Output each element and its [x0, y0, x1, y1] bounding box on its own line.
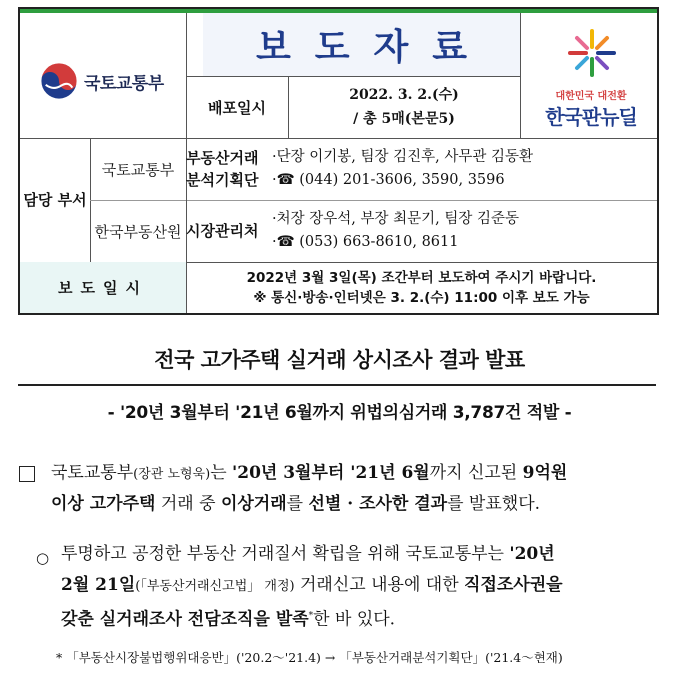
- release-label: 보도일시: [20, 262, 186, 313]
- text-run: 국토교통부: [51, 463, 134, 483]
- text-run: 이상거래: [220, 494, 287, 514]
- text-run: 9억원: [522, 463, 568, 483]
- release-line: 2022년 3월 3일(목) 조간부터 보도하여 주시기 바랍니다.: [246, 269, 597, 286]
- contact-phone: ·☎ (044) 201-3606, 3590, 3596: [272, 172, 505, 188]
- contact-people: ·처장 장우석, 부장 최문기, 팀장 김준동: [272, 211, 519, 227]
- new-deal-name: 한국판뉴딜: [545, 105, 637, 129]
- ministry-name: 국토교통부: [84, 74, 164, 94]
- text-run: 직접조사권을: [464, 575, 563, 595]
- team-name-line: 부동산거래: [186, 149, 259, 167]
- text-run: 갖춘 실거래조사 전담조직을 발족: [61, 609, 309, 630]
- text-run: (「부동산거래신고법」 개정): [135, 579, 295, 594]
- distribution-pages: / 총 5매(본문5): [353, 111, 455, 127]
- paragraph-1-line-2: [51, 489, 540, 520]
- grid-line: [520, 13, 521, 138]
- department-label: 담당 부서: [23, 191, 87, 209]
- korean-new-deal-logo: [528, 25, 654, 129]
- distribution-label: 배포일시: [208, 98, 266, 117]
- release-note: ※ 통신·방송·인터넷은 3. 2.(수) 11:00 이후 보도 가능: [253, 289, 590, 306]
- department-contacts: [272, 200, 657, 262]
- text-run: 는: [210, 463, 233, 483]
- article-title: 전국 고가주택 실거래 상시조사 결과 발표: [154, 348, 525, 372]
- text-run: '20년 3월부터 '21년 6월: [232, 463, 430, 483]
- article-subtitle: - '20년 3월부터 '21년 6월까지 위법의심거래 3,787건 적발 -: [107, 403, 572, 423]
- taegeuk-emblem-icon: [40, 62, 78, 100]
- text-run: 를 발표했다.: [447, 494, 541, 514]
- new-deal-spark-icon: [564, 25, 620, 81]
- text-run: 거래 중: [155, 494, 221, 514]
- doc-type-title: 보도자료: [255, 27, 492, 68]
- text-run: '20년: [509, 544, 555, 564]
- paragraph-2-line-1: [61, 539, 555, 570]
- paragraph-2-line-3: [61, 601, 395, 636]
- footnote: * 「부동산시장불법행위대응반」('20.2～'21.4) → 「부동산거래분석기획단」('21.4～현재): [56, 650, 563, 665]
- text-run: 거래신고 내용에 대한: [294, 575, 465, 595]
- paragraph-1-line-1: [51, 458, 567, 490]
- contact-people: ·단장 이기봉, 팀장 김진후, 사무관 김동환: [272, 149, 533, 165]
- ministry-logo: [36, 59, 186, 103]
- title-divider: [18, 384, 656, 386]
- text-run: 를: [286, 494, 309, 514]
- team-name-line: 분석기획단: [186, 171, 259, 189]
- distribution-info: [288, 76, 520, 138]
- press-release-header: [18, 7, 659, 315]
- department-org: 국토교통부: [101, 160, 175, 179]
- box-bullet-icon: [19, 466, 35, 482]
- text-run: 한 바 있다.: [313, 609, 396, 630]
- circle-bullet: ○: [36, 549, 50, 567]
- text-run: (장관 노형욱): [133, 467, 211, 482]
- release-info: [186, 262, 657, 313]
- text-run: 2월 21일: [61, 575, 136, 595]
- department-team: [186, 138, 270, 200]
- team-name-line: 시장관리처: [186, 222, 259, 240]
- text-run: 투명하고 공정한 부동산 거래질서 확립을 위해 국토교통부는: [61, 544, 510, 564]
- department-team: [186, 200, 270, 262]
- department-contacts: [272, 138, 657, 200]
- distribution-date: 2022. 3. 2.(수): [349, 87, 459, 103]
- text-run: 까지 신고된: [429, 463, 523, 483]
- new-deal-slogan: 대한민국 대전환: [555, 91, 627, 102]
- contact-phone: ·☎ (053) 663-8610, 8611: [272, 234, 459, 250]
- doc-type-cell: [203, 13, 520, 76]
- paragraph-2-line-2: [61, 570, 563, 602]
- text-run: 선별 · 조사한 결과: [308, 494, 448, 514]
- text-run: 이상 고가주택: [51, 494, 156, 514]
- footnote-marker: *: [308, 611, 314, 621]
- department-org: 한국부동산원: [94, 222, 182, 241]
